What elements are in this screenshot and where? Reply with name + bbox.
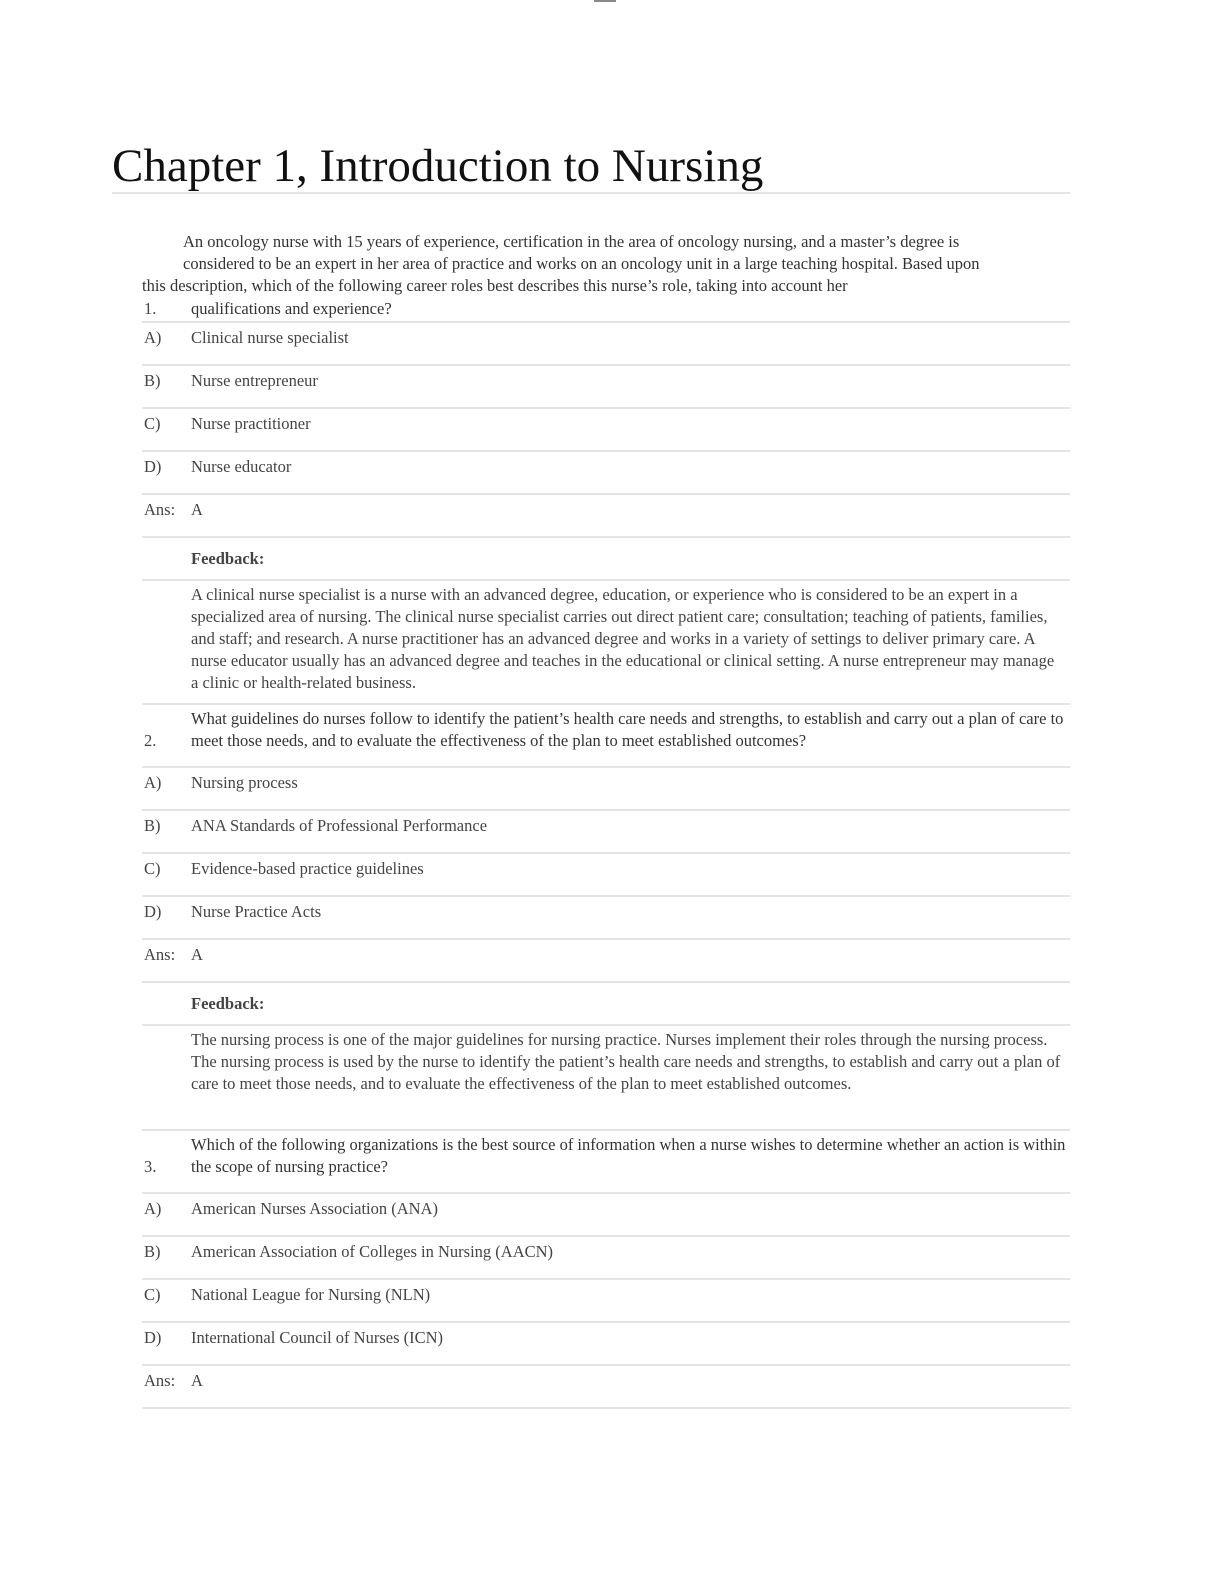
option-text: International Council of Nurses (ICN)	[191, 1328, 444, 1347]
answer-value: A	[191, 1371, 203, 1390]
question-2-option-a	[142, 768, 1070, 811]
question-2-feedback	[142, 1026, 1070, 1131]
question-1-option-c	[142, 409, 1070, 452]
question-3-option-b	[142, 1237, 1070, 1280]
question-3-number: 3.	[144, 1157, 157, 1176]
question-2-option-c	[142, 854, 1070, 897]
question-1-line-3: this description, which of the following career roles best describes this nurse’s role, taking into account her	[142, 276, 848, 295]
question-1-feedback-heading	[142, 538, 1070, 581]
question-1-line-2: considered to be an expert in her area of practice and works on an oncology unit in a large teaching hospital. Based upon	[183, 254, 980, 273]
option-letter: C)	[144, 1285, 161, 1304]
option-text: Nurse practitioner	[191, 414, 311, 433]
option-text: Nurse Practice Acts	[191, 902, 322, 921]
question-1-line-1: An oncology nurse with 15 years of experience, certification in the area of oncology nursing, and a master’s degree is	[183, 232, 960, 251]
question-3-text: Which of the following organizations is the best source of information when a nurse wishes to determine whether an action is within the scope of nursing practice?	[191, 1135, 1066, 1176]
question-1-option-a	[142, 323, 1070, 366]
option-text: Nursing process	[191, 773, 298, 792]
answer-label: Ans:	[144, 1371, 176, 1390]
option-letter: B)	[144, 1242, 161, 1261]
answer-label: Ans:	[144, 945, 176, 964]
question-2-option-b	[142, 811, 1070, 854]
option-letter: A)	[144, 1199, 162, 1218]
answer-value: A	[191, 945, 203, 964]
page-header-mark	[594, 0, 616, 2]
option-text: American Nurses Association (ANA)	[191, 1199, 438, 1218]
answer-value: A	[191, 500, 203, 519]
question-3-option-c	[142, 1280, 1070, 1323]
question-1-option-b	[142, 366, 1070, 409]
option-text: Evidence-based practice guidelines	[191, 859, 424, 878]
question-3-stem	[142, 1131, 1070, 1194]
feedback-text: A clinical nurse specialist is a nurse with an advanced degree, education, or experience who is considered to be an expert in a specialized area of nursing. The clinical nurse specialist carries out direct patient care; consultation; teaching of patients, families, and staff; and research. A nurse practitioner has an advanced degree and works in a variety of settings to deliver primary care. A nurse educator usually has an advanced degree and teaches in the educational or clinical setting. A nurse entrepreneur may manage a clinic or health-related business.	[191, 585, 1055, 692]
option-text: Nurse educator	[191, 457, 292, 476]
question-2-answer	[142, 940, 1070, 983]
question-2-feedback-heading	[142, 983, 1070, 1026]
option-text: Nurse entrepreneur	[191, 371, 318, 390]
question-1-feedback	[142, 581, 1070, 705]
question-2-number: 2.	[144, 731, 157, 750]
option-letter: A)	[144, 773, 162, 792]
question-2-stem	[142, 705, 1070, 768]
option-letter: C)	[144, 414, 161, 433]
question-2-option-d	[142, 897, 1070, 940]
chapter-title: Chapter 1, Introduction to Nursing	[112, 140, 1070, 194]
option-letter: C)	[144, 859, 161, 878]
question-1-answer	[142, 495, 1070, 538]
answer-label: Ans:	[144, 500, 176, 519]
option-letter: D)	[144, 1328, 162, 1347]
option-text: American Association of Colleges in Nursing (AACN)	[191, 1242, 554, 1261]
option-letter: B)	[144, 371, 161, 390]
feedback-label: Feedback:	[191, 549, 265, 568]
option-letter: D)	[144, 902, 162, 921]
question-1-number: 1.	[144, 299, 157, 318]
option-text: Clinical nurse specialist	[191, 328, 349, 347]
feedback-label: Feedback:	[191, 994, 265, 1013]
question-2-text: What guidelines do nurses follow to identify the patient’s health care needs and strengths, to establish and carry out a plan of care to meet those needs, and to evaluate the effectiveness of the plan to meet established outcomes?	[191, 709, 1064, 750]
option-letter: A)	[144, 328, 162, 347]
option-text: ANA Standards of Professional Performance	[191, 816, 488, 835]
question-3-answer	[142, 1366, 1070, 1409]
question-3-option-d	[142, 1323, 1070, 1366]
option-text: National League for Nursing (NLN)	[191, 1285, 431, 1304]
question-1-line-4: qualifications and experience?	[191, 299, 392, 318]
option-letter: D)	[144, 457, 162, 476]
question-1-option-d	[142, 452, 1070, 495]
feedback-text: The nursing process is one of the major guidelines for nursing practice. Nurses implement their roles through the nursing process. The nursing process is used by the nurse to identify the patient’s health care needs and strengths, to establish and carry out a plan of care to meet those needs, and to evaluate the effectiveness of the plan to meet established outcomes.	[191, 1030, 1061, 1093]
option-letter: B)	[144, 816, 161, 835]
question-1-stem	[142, 228, 1070, 323]
question-3-option-a	[142, 1194, 1070, 1237]
